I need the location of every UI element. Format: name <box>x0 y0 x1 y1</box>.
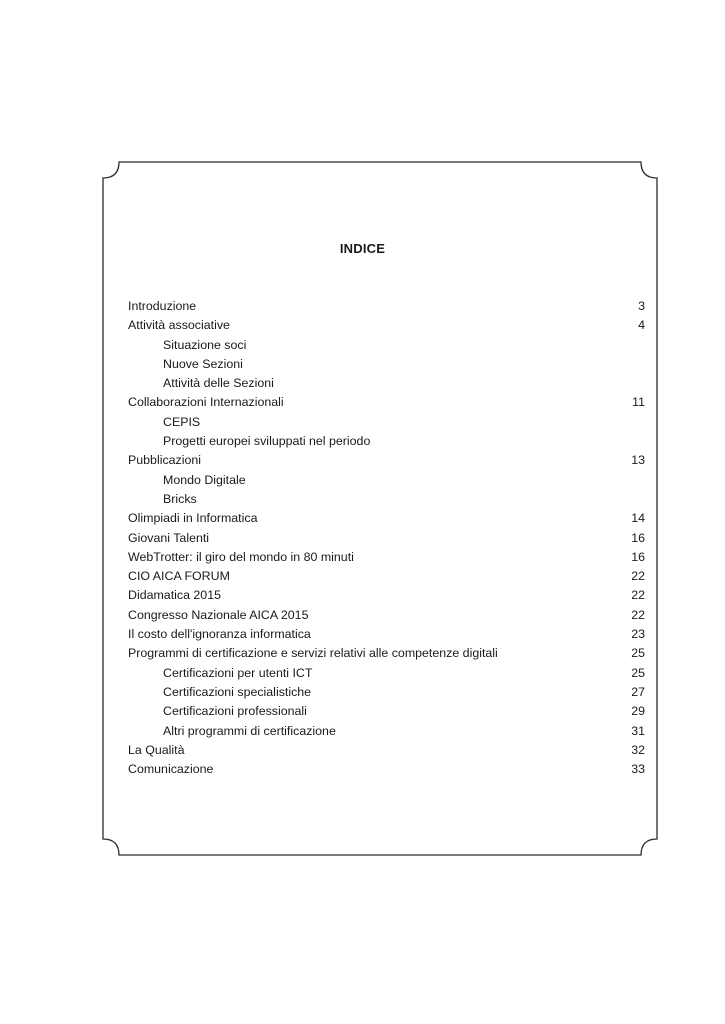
toc-entry-page-number: 3 <box>638 299 645 313</box>
page-title: INDICE <box>339 241 386 256</box>
toc-entry-page-number: 11 <box>632 395 645 410</box>
toc-entry-label: Altri programmi di certificazione <box>163 723 336 738</box>
toc-entry <box>128 297 645 316</box>
toc-entry-label: Comunicazione <box>128 762 214 777</box>
toc-entry-page-number: 22 <box>631 588 645 603</box>
toc-entry <box>128 586 645 605</box>
toc-entry-page-number: 23 <box>631 627 645 642</box>
toc-subentry <box>128 664 645 683</box>
toc-entry-label: La Qualità <box>128 742 185 757</box>
toc-entry-label: Didamatica 2015 <box>128 588 221 603</box>
toc-subentry <box>128 722 645 741</box>
toc-entry-page-number: 4 <box>638 318 645 333</box>
toc-entry-label: Mondo Digitale <box>163 472 246 487</box>
toc-subentry <box>128 374 645 393</box>
toc-entry <box>128 644 645 663</box>
toc-entry-page-number: 14 <box>631 511 645 526</box>
toc-entry-page-number: 13 <box>631 453 645 468</box>
toc-entry-page-number: 16 <box>631 530 645 545</box>
toc-entry-page-number: 16 <box>631 549 645 564</box>
toc-entry-page-number: 25 <box>631 665 645 680</box>
toc-entry-page-number: 32 <box>631 742 645 757</box>
toc-entry-label: Il costo dell'ignoranza informatica <box>128 627 311 642</box>
toc-subentry <box>128 413 645 432</box>
toc-entry <box>128 529 645 548</box>
toc-entry-label: Attività delle Sezioni <box>163 376 274 391</box>
toc-entry <box>128 509 645 528</box>
toc-entry-label: Giovani Talenti <box>128 530 210 545</box>
toc-entry <box>128 451 645 470</box>
toc-entry-label: Certificazioni specialistiche <box>163 684 312 699</box>
toc-subentry <box>128 683 645 702</box>
toc-entry-label: Congresso Nazionale AICA 2015 <box>128 607 309 622</box>
toc-entry-label: WebTrotter: il giro del mondo in 80 minuti <box>128 549 354 564</box>
toc-entry <box>128 548 645 567</box>
toc-entry <box>128 760 645 779</box>
toc-entry-label: Certificazioni per utenti ICT <box>163 665 313 680</box>
toc-subentry <box>128 490 645 509</box>
toc-entry-label: Progetti europei sviluppati nel periodo <box>163 434 371 449</box>
toc-entry-label: Situazione soci <box>163 337 247 352</box>
toc-entry-label: CEPIS <box>163 414 201 429</box>
toc-entry-label: Introduzione <box>128 299 197 313</box>
toc-entry-label: Pubblicazioni <box>128 453 202 468</box>
table-of-contents <box>128 297 645 779</box>
toc-subentry <box>128 336 645 355</box>
toc-entry-label: Olimpiadi in Informatica <box>128 511 258 526</box>
toc-entry <box>128 393 645 412</box>
toc-entry-label: Bricks <box>163 491 197 506</box>
toc-entry-page-number: 22 <box>631 607 645 622</box>
toc-entry-label: Nuove Sezioni <box>163 356 243 371</box>
toc-entry-page-number: 29 <box>631 704 645 719</box>
toc-subentry <box>128 702 645 721</box>
toc-entry <box>128 567 645 586</box>
toc-entry-label: Attività associative <box>128 318 230 333</box>
toc-subentry <box>128 471 645 490</box>
toc-entry-label: Collaborazioni Internazionali <box>128 395 284 410</box>
toc-entry-page-number: 33 <box>631 762 645 777</box>
toc-entry-label: CIO AICA FORUM <box>128 569 230 584</box>
toc-entry-label: Programmi di certificazione e servizi relativi alle competenze digitali <box>128 646 498 661</box>
toc-entry <box>128 316 645 335</box>
toc-entry <box>128 625 645 644</box>
toc-entry <box>128 741 645 760</box>
toc-entry-page-number: 25 <box>631 646 645 661</box>
toc-entry-page-number: 31 <box>631 723 645 738</box>
toc-subentry <box>128 432 645 451</box>
toc-entry-page-number: 22 <box>631 569 645 584</box>
toc-entry-label: Certificazioni professionali <box>163 704 307 719</box>
toc-subentry <box>128 355 645 374</box>
toc-entry <box>128 606 645 625</box>
toc-entry-page-number: 27 <box>631 684 645 699</box>
